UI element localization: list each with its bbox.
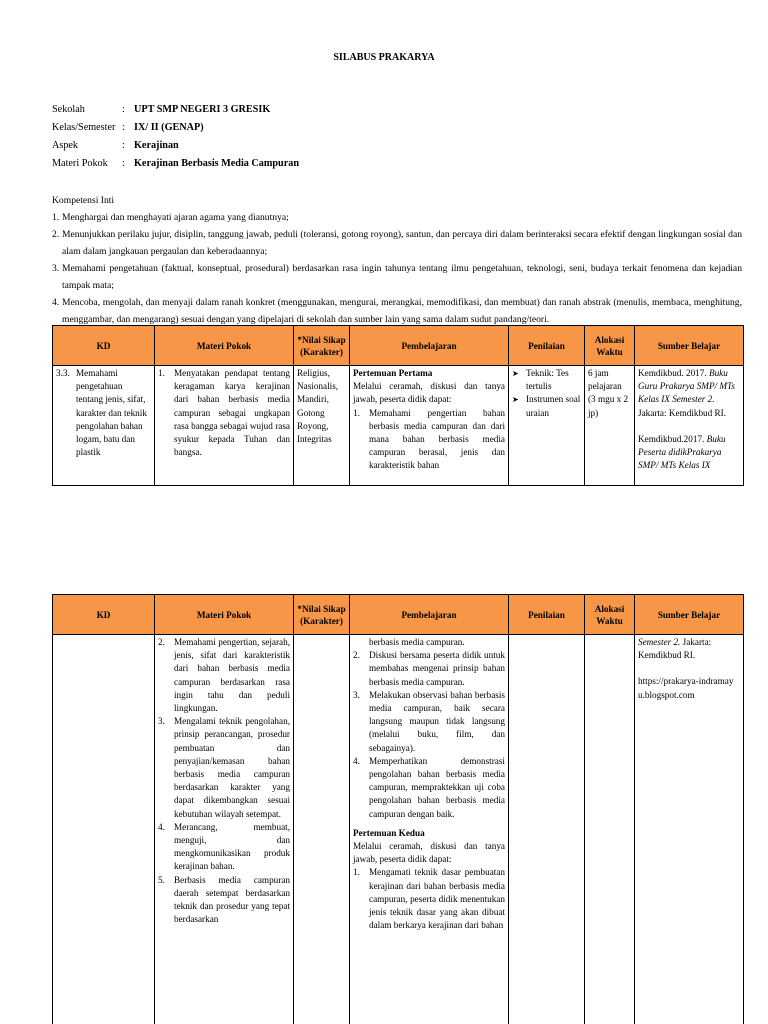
- kompetensi-inti-section: [52, 192, 742, 328]
- header-materi-pokok: Materi Pokok: [155, 595, 294, 635]
- meeting-intro: Melalui ceramah, diskusi dan tanya jawab, peserta didik dapat:: [353, 381, 505, 405]
- header-pembelajaran: Pembelajaran: [350, 595, 509, 635]
- list-text: Teknik: Tes tertulis: [526, 368, 569, 392]
- list-item: [353, 866, 505, 932]
- table-row: [53, 635, 744, 1024]
- materi-cell: [155, 635, 294, 1024]
- kompetensi-item: [52, 209, 742, 226]
- sumber-cell: [635, 366, 744, 486]
- identity-block: [52, 104, 452, 176]
- header-penilaian: Penilaian: [509, 326, 585, 366]
- identity-label: Aspek: [52, 140, 79, 151]
- list-text: Merancang, membuat, menguji, dan mengkomunikasikan produk kerajinan bahan.: [174, 821, 290, 872]
- table-header-row: [53, 326, 744, 366]
- kompetensi-item-number: 3.: [52, 263, 60, 274]
- source-entry: [638, 367, 740, 420]
- kompetensi-item-number: 2.: [52, 229, 60, 240]
- list-number: 2.: [353, 650, 360, 661]
- kompetensi-item-text: Memahami pengetahuan (faktual, konseptual, prosedural) berdasarkan rasa ingin tahunya tentang ilmu pengetahuan, teknologi, seni, budaya terkait fenomena dan kejadian tampak mata;: [62, 263, 742, 291]
- syllabus-table-2: [52, 594, 744, 1024]
- table-header-row: [53, 595, 744, 635]
- arrow-bullet-icon: ➤: [512, 395, 519, 405]
- identity-colon: :: [122, 140, 125, 151]
- header-nilai-sikap: *Nilai Sikap (Karakter): [294, 326, 350, 366]
- source-book-title: Buku Peserta didikPrakarya SMP/ MTs Kelas IX: [638, 433, 726, 471]
- continued-text: berbasis media campuran.: [369, 637, 465, 647]
- list-number: 2.: [158, 637, 165, 647]
- list-text: Memperhatikan demonstrasi pengolahan bahan berbasis media campuran, mempraktekkan uji coba pengolahan bahan berbasis media campuran dengan baik.: [369, 755, 505, 819]
- identity-label: Sekolah: [52, 104, 85, 115]
- list-item: [353, 689, 505, 755]
- penilaian-cell: [509, 635, 585, 1024]
- identity-row-aspek: [52, 140, 452, 158]
- identity-value: UPT SMP NEGERI 3 GRESIK: [134, 104, 271, 115]
- kd-cell: [53, 635, 155, 1024]
- pembelajaran-cell: [350, 635, 509, 1024]
- list-number: 1.: [353, 867, 360, 878]
- identity-colon: :: [122, 122, 125, 133]
- list-item: [158, 821, 290, 874]
- list-number: 1.: [353, 407, 360, 418]
- kompetensi-item-text: Menunjukkan perilaku jujur, disiplin, tanggung jawab, peduli (toleransi, gotong royong), santun, dan percaya diri dalam berinteraksi secara efektif dengan lingkungan sosial dan alam dalam jangkauan pergaulan dan keberadaannya;: [62, 229, 742, 257]
- meeting-intro: Melalui ceramah, diskusi dan tanya jawab, peserta didik dapat:: [353, 841, 505, 865]
- source-book-title: Semester 2.: [638, 637, 681, 647]
- identity-label: Kelas/Semester: [52, 122, 116, 133]
- identity-value: Kerajinan: [134, 140, 179, 151]
- header-nilai-sikap: *Nilai Sikap (Karakter): [294, 595, 350, 635]
- header-pembelajaran: Pembelajaran: [350, 326, 509, 366]
- identity-colon: :: [122, 158, 125, 169]
- list-text: Mengalami teknik pengolahan, prinsip perancangan, prosedur pembuatan dan penyajian/kemasan bahan berbasis media campuran berdasarkan karakter yang dapat dikembangkan sesuai kebutuhan wilayah setempat.: [174, 716, 290, 819]
- meeting-heading: Pertemuan Kedua: [353, 827, 425, 838]
- list-item: [158, 636, 290, 715]
- table-row: [53, 366, 744, 486]
- header-kd: KD: [53, 595, 155, 635]
- kompetensi-item: [52, 260, 742, 294]
- source-book-title: Buku Guru Prakarya SMP/ MTs Kelas IX Semester 2.: [638, 368, 735, 405]
- source-publisher: Jakarta: Kemdikbud RI.: [638, 637, 712, 661]
- header-penilaian: Penilaian: [509, 595, 585, 635]
- source-entry: [638, 636, 740, 662]
- kompetensi-item: [52, 226, 742, 260]
- nilai-sikap-cell: [294, 635, 350, 1024]
- identity-value: IX/ II (GENAP): [134, 122, 204, 133]
- arrow-bullet-icon: ➤: [512, 369, 519, 378]
- identity-row-sekolah: [52, 104, 452, 122]
- pembelajaran-cell: [350, 366, 509, 486]
- header-alokasi-waktu: Alokasi Waktu: [585, 326, 635, 366]
- identity-label: Materi Pokok: [52, 158, 108, 169]
- kompetensi-inti-title: Kompetensi Inti: [52, 195, 115, 206]
- header-materi-pokok: Materi Pokok: [155, 326, 294, 366]
- list-text: Memahami pengertian bahan berbasis media campuran dan dari mana bahan berbasis media campuran berasal, jenis dan karakteristik bahan: [369, 407, 505, 471]
- list-number: 5.: [158, 874, 165, 885]
- source-author: Kemdikbud. 2017.: [638, 368, 707, 378]
- list-number: 3.: [158, 716, 165, 727]
- header-alokasi-waktu: Alokasi Waktu: [585, 595, 635, 635]
- list-item: [353, 755, 505, 821]
- alokasi-cell: [585, 635, 635, 1024]
- list-number: 4.: [353, 755, 360, 766]
- list-number: 1.: [158, 368, 165, 378]
- materi-cell: [155, 366, 294, 486]
- kd-number: 3.3.: [56, 368, 70, 378]
- source-url-link[interactable]: https://prakarya-indramayu.blogspot.com: [638, 676, 734, 700]
- source-author: Kemdikbud.2017.: [638, 433, 705, 444]
- kompetensi-item-number: 1.: [52, 212, 60, 223]
- document-title: SILABUS PRAKARYA: [333, 52, 435, 63]
- list-text: Berbasis media campuran daerah setempat berdasarkan teknik dan prosedur yang tepat berdasarkan: [174, 874, 290, 925]
- list-item: [353, 407, 505, 473]
- list-item: [353, 649, 505, 689]
- list-number: 4.: [158, 821, 165, 832]
- kompetensi-item: [52, 294, 742, 328]
- list-text: Menyatakan pendapat tentang keragaman karya kerajinan dari bahan berbasis media campuran sebagai ungkapan rasa bangga sebagai wujud rasa syukur kepada Tuhan dan bangsa.: [174, 368, 290, 458]
- source-publisher: Jakarta: Kemdikbud RI.: [638, 407, 727, 418]
- list-text: Memahami pengertian, sejarah, jenis, sifat dari karakteristik dari bahan berbasis media campuran berdasarkan rasa ingin tahu dan peduli lingkungan.: [174, 637, 290, 714]
- list-item: [512, 393, 581, 419]
- identity-colon: :: [122, 104, 125, 115]
- header-sumber-belajar: Sumber Belajar: [635, 595, 744, 635]
- kompetensi-item-text: Mencoba, mengolah, dan menyaji dalam ranah konkret (menggunakan, mengurai, merangkai, memodifikasi, dan membuat) dan ranah abstrak (menulis, membaca, menghitung, menggambar, dan mengarang) sesuai dengan yang dipelajari di sekolah dan sumber lain yang sama dalam sudut pandang/teori.: [62, 297, 742, 325]
- kd-text: Memahami pengetahuan tentang jenis, sifat, karakter dan teknik pengolahan bahan logam, batu dan plastik: [76, 368, 147, 458]
- list-text: Melakukan observasi bahan berbasis media campuran, baik secara langsung maupun tidak langsung (melalui buku, film, dan sebagainya).: [369, 689, 505, 753]
- kd-cell: [53, 366, 155, 486]
- list-text: Mengamati teknik dasar pembuatan kerajinan dari bahan berbasis media campuran, peserta didik menentukan jenis teknik dasar yang akan dibuat dalam berkarya kerajinan dari bahan: [369, 867, 505, 931]
- meeting-heading: Pertemuan Pertama: [353, 368, 433, 378]
- source-entry: [638, 433, 740, 473]
- identity-row-kelas: [52, 122, 452, 140]
- list-item: [158, 874, 290, 927]
- list-item: [158, 715, 290, 821]
- kompetensi-inti-list: [52, 209, 742, 328]
- nilai-sikap-cell: Religius, Nasionalis, Mandiri, Gotong Royong, Integritas: [294, 366, 350, 486]
- header-sumber-belajar: Sumber Belajar: [635, 326, 744, 366]
- sumber-cell: [635, 635, 744, 1024]
- list-text: Diskusi bersama peserta didik untuk membahas mengenai prinsip bahan berbasis media campuran.: [369, 650, 505, 687]
- identity-row-materi: [52, 158, 452, 176]
- header-kd: KD: [53, 326, 155, 366]
- list-text: Instrumen soal uraian: [526, 394, 581, 418]
- penilaian-cell: [509, 366, 585, 486]
- list-number: 3.: [353, 689, 360, 700]
- syllabus-table-1: [52, 325, 744, 486]
- kompetensi-item-number: 4.: [52, 297, 60, 308]
- list-item: [158, 367, 290, 459]
- alokasi-cell: 6 jam pelajaran (3 mgu x 2 jp): [585, 366, 635, 486]
- identity-value: Kerajinan Berbasis Media Campuran: [134, 158, 299, 169]
- list-item: [512, 367, 581, 393]
- kompetensi-item-text: Menghargai dan menghayati ajaran agama yang dianutnya;: [62, 212, 289, 223]
